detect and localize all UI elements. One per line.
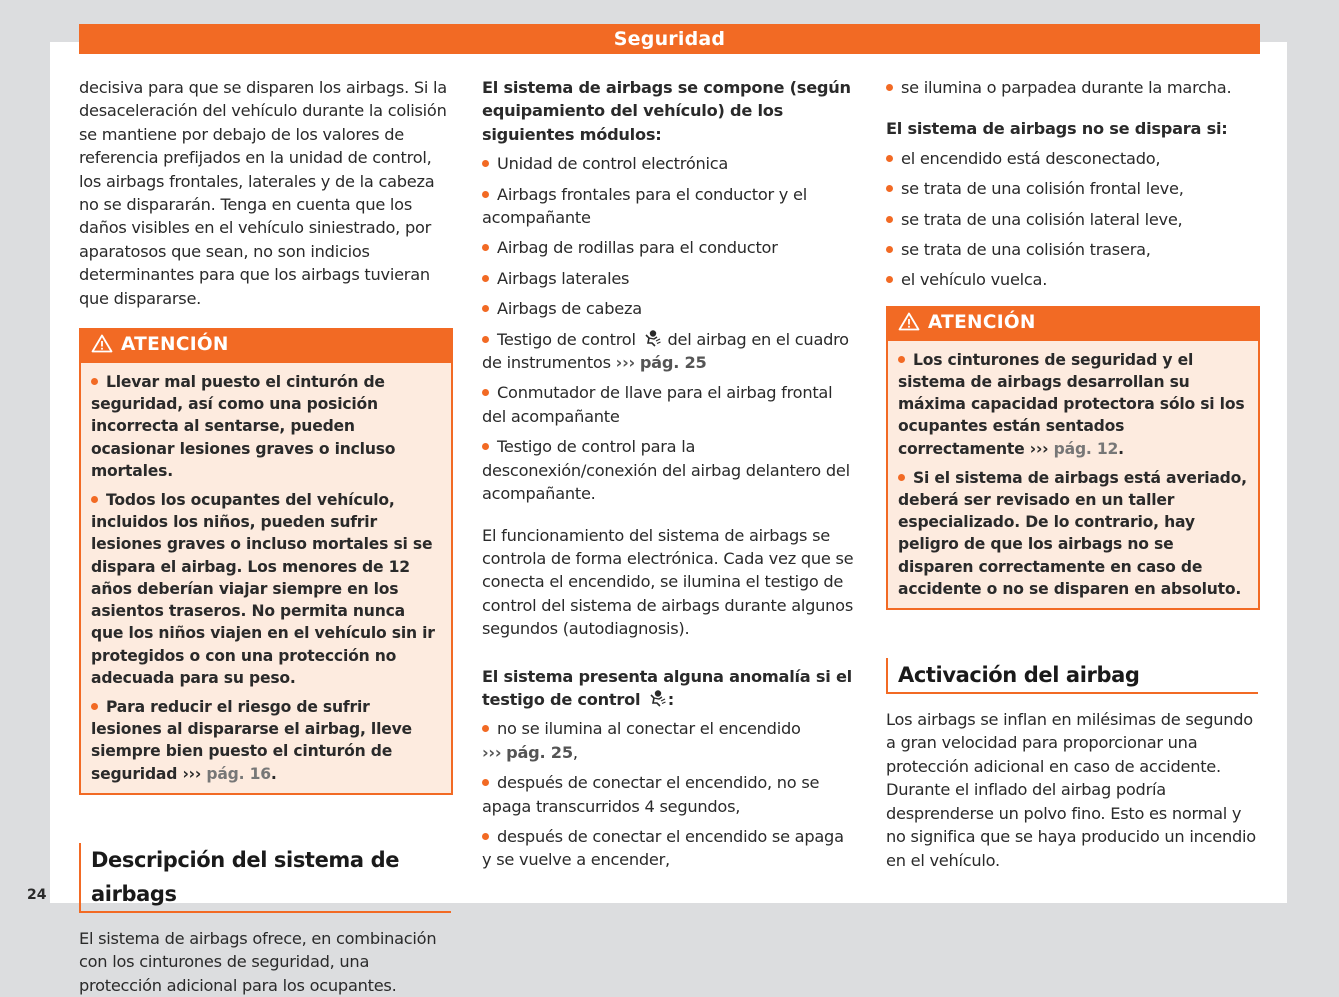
bullet-dot	[886, 155, 893, 162]
intro-paragraph: decisiva para que se disparen los airbags. Si la desaceleración del vehículo durante la colisión se mantiene por debajo de los valores de referencia prefijados en la unidad de control, los airbags frontales, laterales y de la cabeza no se dispararán. Tenga en cuenta que los daños visibles en el vehículo siniestrado, por aparatosos que sean, no son indicios determinantes para que los airbags tuvieran que dispararse.	[79, 78, 447, 308]
modules-list	[482, 152, 854, 505]
section-paragraph: El sistema de airbags ofrece, en combinación con los cinturones de seguridad, una protección adicional para los ocupantes.	[79, 928, 437, 995]
warning-item: Para reducir el riesgo de sufrir lesiones al dispararse el airbag, lleve siempre bien puesto el cinturón de seguridad ››› pág. 16.	[91, 697, 412, 783]
column-1	[79, 76, 451, 997]
function-paragraph: El funcionamiento del sistema de airbags se controla de forma electrónica. Cada vez que se conecta el encendido, se ilumina el testigo de control del sistema de airbags durante algunos segundos (autodiagnosis).	[482, 525, 854, 639]
list-item: después de conectar el encendido se apaga y se vuelve a encender,	[482, 826, 844, 870]
page-number: 24	[27, 887, 47, 903]
bullet-dot	[886, 185, 893, 192]
bullet-dot	[482, 160, 489, 167]
list-item: Testigo de control del airbag en el cuadro de instrumentos ››› pág. 25	[482, 329, 849, 373]
list-item: Airbag de rodillas para el conductor	[482, 236, 854, 259]
bullet-dot	[482, 244, 489, 251]
bullet-dot	[482, 779, 489, 786]
list-item: el vehículo vuelca.	[886, 268, 1258, 291]
list-item: se ilumina o parpadea durante la marcha.	[886, 76, 1258, 99]
bullet-dot	[482, 389, 489, 396]
warning-box-1	[79, 328, 453, 795]
ref-arrow: ›››	[182, 764, 202, 783]
list-item: Unidad de control electrónica	[482, 152, 854, 175]
ref-arrow: ›››	[615, 353, 635, 373]
warning-title: ATENCIÓN	[121, 334, 229, 356]
list-item: Testigo de control para la desconexión/conexión del airbag delantero del acompañante.	[482, 437, 850, 504]
bullet-dot	[886, 246, 893, 253]
warning-header	[888, 308, 1258, 341]
page-ref-link[interactable]: pág. 16	[206, 764, 271, 783]
bullet-dot	[482, 833, 489, 840]
no-deploy-list	[886, 147, 1258, 292]
ref-arrow: ›››	[1029, 439, 1049, 458]
list-item: se trata de una colisión lateral leve,	[886, 208, 1258, 231]
no-deploy-lead: El sistema de airbags no se dispara si:	[886, 119, 1228, 139]
bullet-dot	[91, 496, 98, 503]
bullet-dot	[898, 474, 905, 481]
warning-item: Llevar mal puesto el cinturón de seguridad, así como una posición incorrecta al sentarse, pueden ocasionar lesiones graves o incluso mortales.	[91, 373, 396, 480]
list-item: después de conectar el encendido, no se apaga transcurridos 4 segundos,	[482, 773, 820, 816]
column-2	[482, 76, 854, 879]
list-item: Airbags laterales	[482, 267, 854, 290]
bullet-dot	[482, 305, 489, 312]
warning-triangle-icon	[898, 311, 920, 341]
list-item: se trata de una colisión trasera,	[886, 238, 1258, 261]
list-item: se trata de una colisión frontal leve,	[886, 177, 1258, 200]
warning-title: ATENCIÓN	[928, 311, 1036, 333]
section-paragraph: Los airbags se inflan en milésimas de segundo a gran velocidad para proporcionar una protección adicional en caso de accidente. Durante el inflado del airbag podría desprenderse un polvo fino. Esto es normal y no significa que se haya producido un incendio en el vehículo.	[886, 710, 1256, 870]
warning-body	[888, 341, 1258, 608]
airbag-warning-icon	[648, 689, 666, 707]
airbag-warning-icon	[643, 329, 661, 347]
bullet-dot	[91, 703, 98, 710]
warning-body	[81, 363, 451, 793]
warning-header	[81, 330, 451, 363]
warning-item: Si el sistema de airbags está averiado, deberá ser revisado en un taller especializado. De lo contrario, hay peligro de que los airbags no se disparen correctamente en caso de accidente o no se disparen en absoluto.	[898, 468, 1247, 598]
bullet-dot	[482, 725, 489, 732]
warning-box-2	[886, 306, 1260, 610]
anomaly-list	[482, 717, 854, 871]
list-item: Airbags frontales para el conductor y el acompañante	[482, 184, 807, 228]
list-item: no se ilumina al conectar el encendido ››› pág. 25,	[482, 719, 801, 762]
modules-lead: El sistema de airbags se compone (según equipamiento del vehículo) de los siguientes módulos:	[482, 78, 851, 144]
section-title-activacion: Activación del airbag	[886, 658, 1258, 694]
page-ref-link[interactable]: pág. 25	[639, 353, 707, 373]
bullet-dot	[886, 276, 893, 283]
ref-arrow: ›››	[482, 742, 502, 762]
anomaly-lead: El sistema presenta alguna anomalía si el testigo de control :	[482, 666, 852, 709]
bullet-dot	[482, 191, 489, 198]
bullet-dot	[898, 356, 905, 363]
bullet-dot	[482, 275, 489, 282]
page-ref-link[interactable]: pág. 12	[1053, 439, 1119, 458]
bullet-dot	[482, 443, 489, 450]
bullet-dot	[482, 336, 489, 343]
bullet-dot	[91, 378, 98, 385]
page-ref-link[interactable]: pág. 25	[506, 742, 573, 762]
bullet-dot	[886, 216, 893, 223]
list-item: Conmutador de llave para el airbag frontal del acompañante	[482, 383, 833, 426]
warning-triangle-icon	[91, 333, 113, 363]
section-title-descripcion: Descripción del sistema de airbags	[79, 843, 451, 913]
chapter-header	[79, 24, 1260, 54]
warning-item: Los cinturones de seguridad y el sistema de airbags desarrollan su máxima capacidad protectora sólo si los ocupantes están sentados correctamente ››› pág. 12.	[898, 350, 1245, 458]
list-item: Airbags de cabeza	[482, 297, 854, 320]
column-3	[886, 76, 1258, 872]
bullet-dot	[886, 84, 893, 91]
list-item: el encendido está desconectado,	[886, 147, 1258, 170]
chapter-title: Seguridad	[613, 28, 726, 50]
warning-item: Todos los ocupantes del vehículo, incluidos los niños, pueden sufrir lesiones graves o incluso mortales si se dispara el airbag. Los menores de 12 años deberían viajar siempre en los asientos traseros. No permita nunca que los niños viajen en el vehículo sin ir protegidos o con una protección no adecuada para su peso.	[91, 491, 435, 687]
